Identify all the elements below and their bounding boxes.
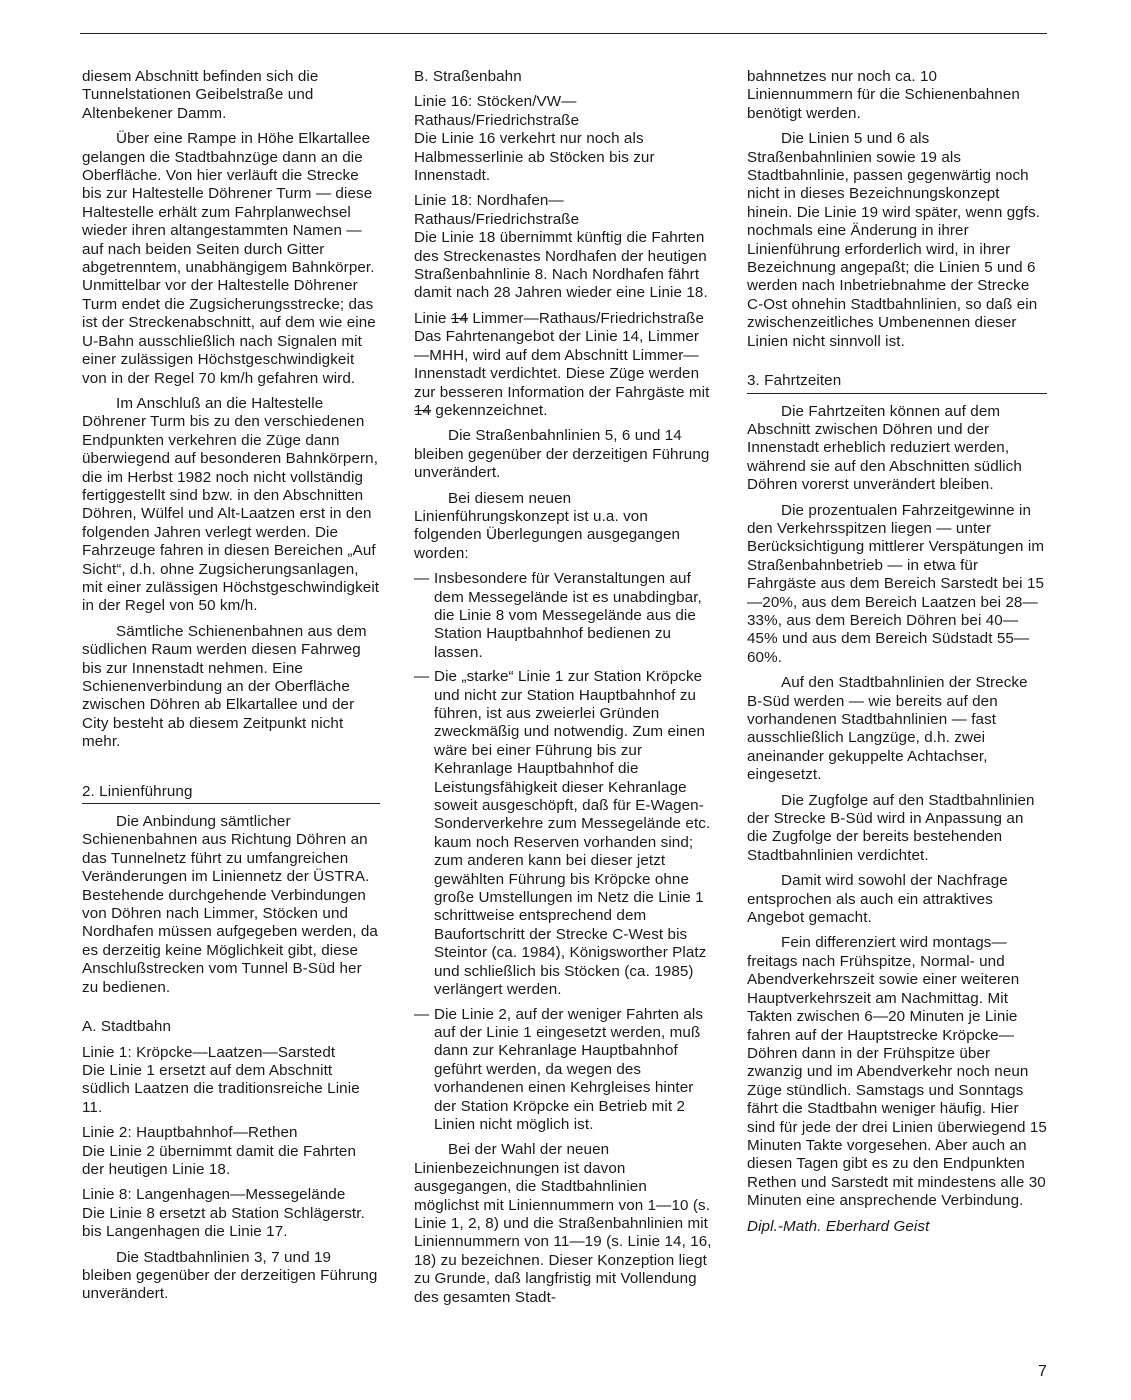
line-title: Linie 18: Nordhafen—Rathaus/Friedrichstraße — [414, 192, 580, 228]
line-title-route: Limmer—Rathaus/Friedrichstraße — [468, 309, 705, 327]
paragraph: Die Stadtbahnlinien 3, 7 und 19 bleiben gegenüber der derzeitigen Führung unverändert. — [82, 1248, 378, 1303]
dash-marker: — — [414, 1005, 430, 1023]
line-title: Linie 2: Hauptbahnhof—Rethen — [82, 1124, 298, 1142]
line-entry-1 — [82, 1044, 380, 1118]
subheading-stadtbahn: A. Stadtbahn — [82, 1018, 172, 1036]
list-item — [414, 1006, 714, 1135]
column-3 — [747, 68, 1047, 1243]
dash-marker: — — [414, 668, 430, 686]
paragraph: Auf den Stadtbahnlinien der Strecke B-Süd werden — wie bereits auf den vorhandenen Stadtbahnlinien — fast ausschließlich Langzüge, d.h. zwei aneinander gekuppelte Achtachser, eingesetzt. — [747, 674, 1028, 784]
paragraph: Die Linien 5 und 6 als Straßenbahnlinien sowie 19 als Stadtbahnlinie, passen gegenwärtig noch nicht in dieses Bezeichnungskonzept hinein. Die Linie 19 wird später, wenn ggfs. nochmals eine Änderung in ihrer Linienführung erforderlich wird, in ihrer Bezeichnung angepaßt; die Linien 5 und 6 werden nach Inbetriebnahme der Strecke C-Ost ohnehin Stadtbahnlinien, so daß ein zwischenzeitliches Umbenennen dieser Linien nicht sinnvoll ist. — [747, 130, 1041, 350]
paragraph: Bei der Wahl der neuen Linienbezeichnungen ist davon ausgegangen, die Stadtbahnlinien möglichst mit Liniennummern von 1—10 (s. Linie 1, 2, 8) und die Straßenbahnlinien mit Liniennummern von 11—19 (s. Linie 14, 16, 18) zu bezeichnen. Dieser Konzeption liegt zu Grunde, daß langfristig mit Vollendung des gesamten Stadt- — [414, 1141, 712, 1306]
line-entry-14 — [414, 310, 714, 420]
line-number-marked: 14 — [450, 309, 469, 327]
paragraph: Im Anschluß an die Haltestelle Döhrener Turm bis zu den verschiedenen Endpunkten verkehren die Züge dann überwiegend auf besonderen Bahnkörpern, die im Herbst 1982 noch nicht vollständig fertiggestellt sind bzw. in den Abschnitten Döhren, Wülfel und Alt-Laatzen erst in den folgenden Jahren verlegt werden. Die Fahrzeuge fahren in diesen Bereichen „Auf Sicht“, d.h. ohne Zugsicherungsanlagen, mit einer zulässigen Höchstgeschwindigkeit in der Regel von 50 km/h. — [82, 394, 380, 615]
spacer — [82, 759, 380, 783]
spacer — [747, 358, 1047, 372]
paragraph: Die Zugfolge auf den Stadtbahnlinien der Strecke B-Süd wird in Anpassung an die Zugfolge der bereits bestehenden Stadtbahnlinien verdichtet. — [747, 791, 1035, 864]
line-text: Die Linie 1 ersetzt auf dem Abschnitt südlich Laatzen die traditionsreiche Linie 11. — [82, 1061, 360, 1116]
paragraph: bahnnetzes nur noch ca. 10 Liniennummern für die Schienenbahnen benötigt werden. — [747, 68, 1020, 122]
line-title — [414, 310, 714, 328]
paragraph: Bei diesem neuen Linienführungskonzept ist u.a. von folgenden Überlegungen ausgegangen worden: — [414, 489, 681, 562]
paragraph: Über eine Rampe in Höhe Elkartallee gelangen die Stadtbahnzüge dann an die Oberfläche. Von hier verläuft die Strecke bis zur Haltestelle Döhrener Turm — diese Haltestelle erhält zum Fahrplanwechsel wieder ihren altangestammten Namen — auf nach beiden Seiten durch Gitter abgetrenntem, unabhängigem Bahnkörper. Unmittelbar vor der Haltestelle Döhrener Turm endet die Zugsicherungsstrecke; das ist der Streckenabschnitt, auf dem wie eine U-Bahn ausschließlich nach Signalen mit einer zulässigen Höchstgeschwindigkeit von in der Regel 70 km/h gefahren wird. — [82, 130, 376, 387]
line-text: Die Linie 18 übernimmt künftig die Fahrten des Streckenastes Nordhafen der heutigen Straßenbahnlinie 8. Nach Nordhafen fährt damit nach 28 Jahren wieder eine Linie 18. — [414, 229, 708, 302]
section-heading-linienfuehrung: 2. Linienführung — [82, 783, 380, 804]
list-item-text: Insbesondere für Veranstaltungen auf dem Messegelände ist es unabdingbar, die Linie 8 vom Messegelände aus die Station Hauptbahnhof bedienen zu lassen. — [434, 570, 702, 661]
author-signature: Dipl.-Math. Eberhard Geist — [747, 1217, 930, 1235]
line-entry-18 — [414, 192, 714, 302]
subheading-strassenbahn: B. Straßenbahn — [414, 68, 522, 85]
section-heading-fahrtzeiten: 3. Fahrtzeiten — [747, 372, 1047, 393]
line-number-marked: 14 — [414, 401, 432, 419]
line-title: Linie 8: Langenhagen—Messegelände — [82, 1186, 346, 1204]
page-number: 7 — [1038, 1363, 1047, 1380]
line-entry-8 — [82, 1186, 380, 1241]
spacer — [82, 1004, 380, 1018]
column-1 — [82, 68, 380, 1311]
line-title-prefix: Linie — [414, 309, 451, 327]
paragraph: Die Straßenbahnlinien 5, 6 und 14 bleiben gegenüber der derzeitigen Führung unverändert. — [414, 427, 710, 482]
line-text-part: gekennzeichnet. — [431, 401, 548, 419]
line-title: Linie 16: Stöcken/VW—Rathaus/Friedrichstraße — [414, 93, 580, 129]
top-rule — [80, 33, 1047, 34]
line-entry-16 — [414, 93, 714, 185]
paragraph: Die Fahrtzeiten können auf dem Abschnitt zwischen Döhren und der Innenstadt erheblich reduziert werden, während sie auf den Abschnitten südlich Döhren vorerst unverändert bleiben. — [747, 402, 1022, 494]
list-item — [414, 570, 714, 662]
list-item-text: Die „starke“ Linie 1 zur Station Kröpcke und nicht zur Station Hauptbahnhof zu führen, ist aus zweierlei Gründen zweckmäßig und notwendig. Zum einen wäre bei einer Führung bis zur Kehranlage Hauptbahnhof die Leistungsfähigkeit dieser Kehranlage soweit ausgeschöpft, daß für E-Wagen-Sonderverkehre zum Messegelände etc. kaum noch Reserven vorhanden sind; zum anderen kann bei dieser jetzt gewählten Führung bis Kröpcke ohne große Umstellungen im Netz die Linie 1 schrittweise entsprechend dem Baufortschritt der Strecke C-West bis Steintor (ca. 1984), Königsworther Platz und schließlich bis Stöcken (ca. 1985) verlängert werden. — [434, 668, 711, 999]
line-text — [414, 328, 714, 420]
line-text: Die Linie 2 übernimmt damit die Fahrten der heutigen Linie 18. — [82, 1142, 357, 1178]
line-text: Die Linie 16 verkehrt nur noch als Halbmesserlinie ab Stöcken bis zur Innenstadt. — [414, 130, 655, 185]
list-item-text: Die Linie 2, auf der weniger Fahrten als auf der Linie 1 eingesetzt werden, muß dann zur Kehranlage Hauptbahnhof geführt werden, da wegen des vorhandenen einen Kehrgleises hinter der Station Kröpcke ein Betrieb mit 2 Linien nicht möglich ist. — [434, 1005, 704, 1133]
column-2 — [414, 68, 714, 1314]
line-entry-2 — [82, 1124, 380, 1179]
list-item — [414, 668, 714, 999]
paragraph: Fein differenziert wird montags—freitags nach Frühspitze, Normal- und Abendverkehrszeit sowie einer weiteren Hauptverkehrszeit am Nachmittag. Mit Takten zwischen 6—20 Minuten je Linie fahren auf der Hauptstrecke Kröpcke—Döhren dann in der Frühspitze über zwanzig und im Abendverkehr noch neun Züge stündlich. Samstags und Sonntags fährt die Stadtbahn weniger häufig. Hier sind für jede der drei Linien überwiegend 15 Minuten Takte vorgesehen. Aber auch an diesen Tagen gibt es zu den Endpunkten Rethen und Sarstedt mit mindestens alle 30 Minuten eine ansprechende Verbindung. — [747, 934, 1047, 1210]
paragraph: Damit wird sowohl der Nachfrage entsprochen als auch ein attraktives Angebot gemacht. — [747, 872, 1008, 927]
line-title: Linie 1: Kröpcke—Laatzen—Sarstedt — [82, 1043, 336, 1061]
paragraph: Sämtliche Schienenbahnen aus dem südlichen Raum werden diesen Fahrweg bis zur Innenstadt nehmen. Eine Schienenverbindung an der Oberfläche zwischen Döhren ab Elkartallee und der City besteht ab diesem Zeitpunkt nicht mehr. — [82, 622, 367, 751]
paragraph: diesem Abschnitt befinden sich die Tunnelstationen Geibelstraße und Altenbekener Damm. — [82, 68, 319, 122]
paragraph: Die Anbindung sämtlicher Schienenbahnen aus Richtung Döhren an das Tunnelnetz führt zu umfangreichen Veränderungen im Liniennetz der ÜSTRA. Bestehende durchgehende Verbindungen von Döhren nach Limmer, Stöcken und Nordhafen müssen aufgegeben werden, da es derzeitig keine Möglichkeit gibt, diese Anschlußstrecken vom Tunnel B-Süd her zu bedienen. — [82, 813, 378, 996]
line-text: Die Linie 8 ersetzt ab Station Schlägerstr. bis Langenhagen die Linie 17. — [82, 1204, 365, 1241]
line-text-part: Das Fahrtenangebot der Linie 14, Limmer—MHH, wird auf dem Abschnitt Limmer—Innenstadt verdichtet. Diese Züge werden zur besseren Information der Fahrgäste mit — [414, 328, 710, 401]
paragraph: Die prozentualen Fahrzeitgewinne in den Verkehrsspitzen liegen — unter Berücksichtigung mittlerer Verspätungen im Straßenbahnbetrieb — in etwa für Fahrgäste aus dem Bereich Sarstedt bei 15—20%, aus dem Bereich Laatzen bei 28—33%, aus dem Bereich Döhren bei 40—45% und aus dem Bereich Südstadt 55—60%. — [747, 501, 1045, 666]
consideration-list — [414, 570, 714, 1134]
dash-marker: — — [414, 570, 430, 588]
